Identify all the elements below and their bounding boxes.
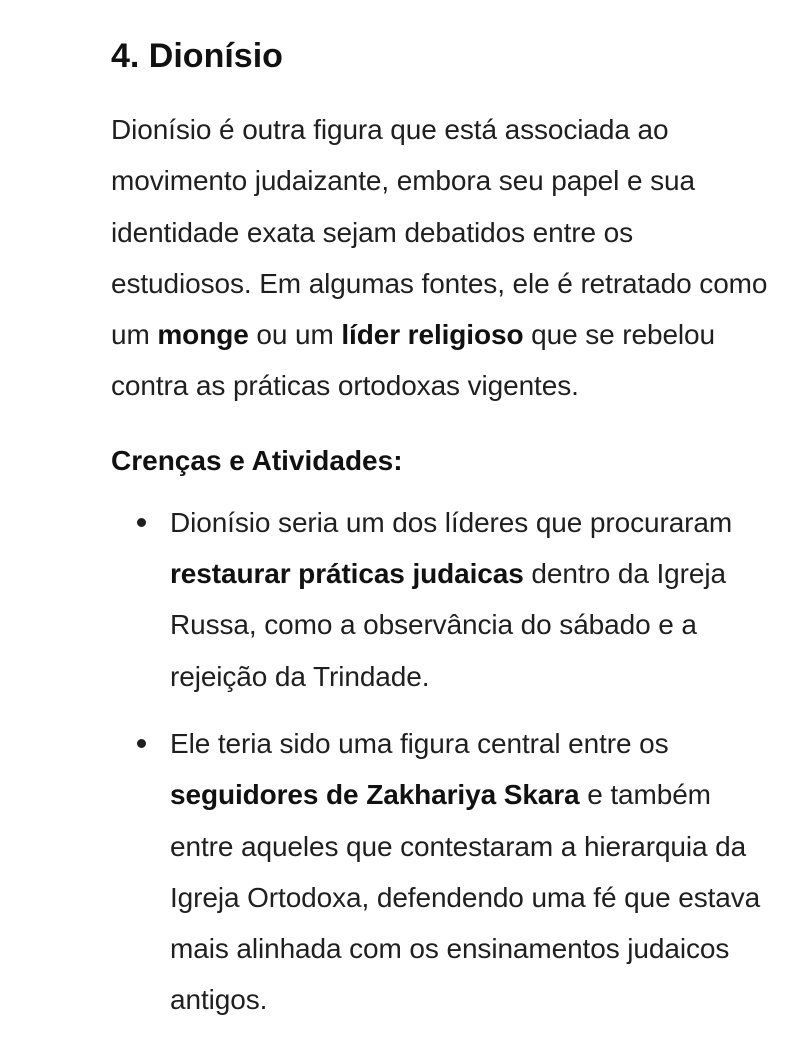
intro-bold-monge: monge	[157, 319, 249, 351]
list-item-text-2: dentro da Igreja Russa, como a observância do sábado e a rejeição da Trindade.	[170, 558, 726, 692]
bullet-list	[111, 497, 771, 1026]
list-item	[111, 497, 771, 702]
intro-text-part-3: que se rebelou contra as práticas ortodoxas vigentes.	[111, 319, 716, 402]
list-item	[111, 718, 771, 1026]
subheading: Crenças e Atividades:	[111, 444, 403, 476]
bullet-dot-icon	[137, 739, 146, 748]
section-heading: 4. Dionísio	[111, 37, 283, 75]
list-item-bold: restaurar práticas judaicas	[170, 558, 524, 590]
bullet-dot-icon	[137, 518, 146, 527]
list-item-bold: seguidores de Zakhariya Skara	[170, 779, 580, 811]
article-section	[111, 34, 771, 1042]
intro-text-part-2: ou um	[248, 319, 342, 351]
intro-paragraph	[111, 104, 771, 412]
list-item-text-1: Dionísio seria um dos líderes que procuraram	[170, 506, 733, 538]
intro-bold-lider-religioso: líder religioso	[341, 319, 524, 351]
list-item-text-1: Ele teria sido uma figura central entre os	[170, 727, 669, 759]
intro-text-part-1: Dionísio é outra figura que está associada ao movimento judaizante, embora seu papel e sua identidade exata sejam debatidos entre os estudiosos. Em algumas fontes, ele é retratado como um	[111, 114, 768, 351]
list-item-text-2: e também entre aqueles que contestaram a hierarquia da Igreja Ortodoxa, defendendo uma fé que estava mais alinhada com os ensinamentos judaicos antigos.	[170, 779, 761, 1016]
